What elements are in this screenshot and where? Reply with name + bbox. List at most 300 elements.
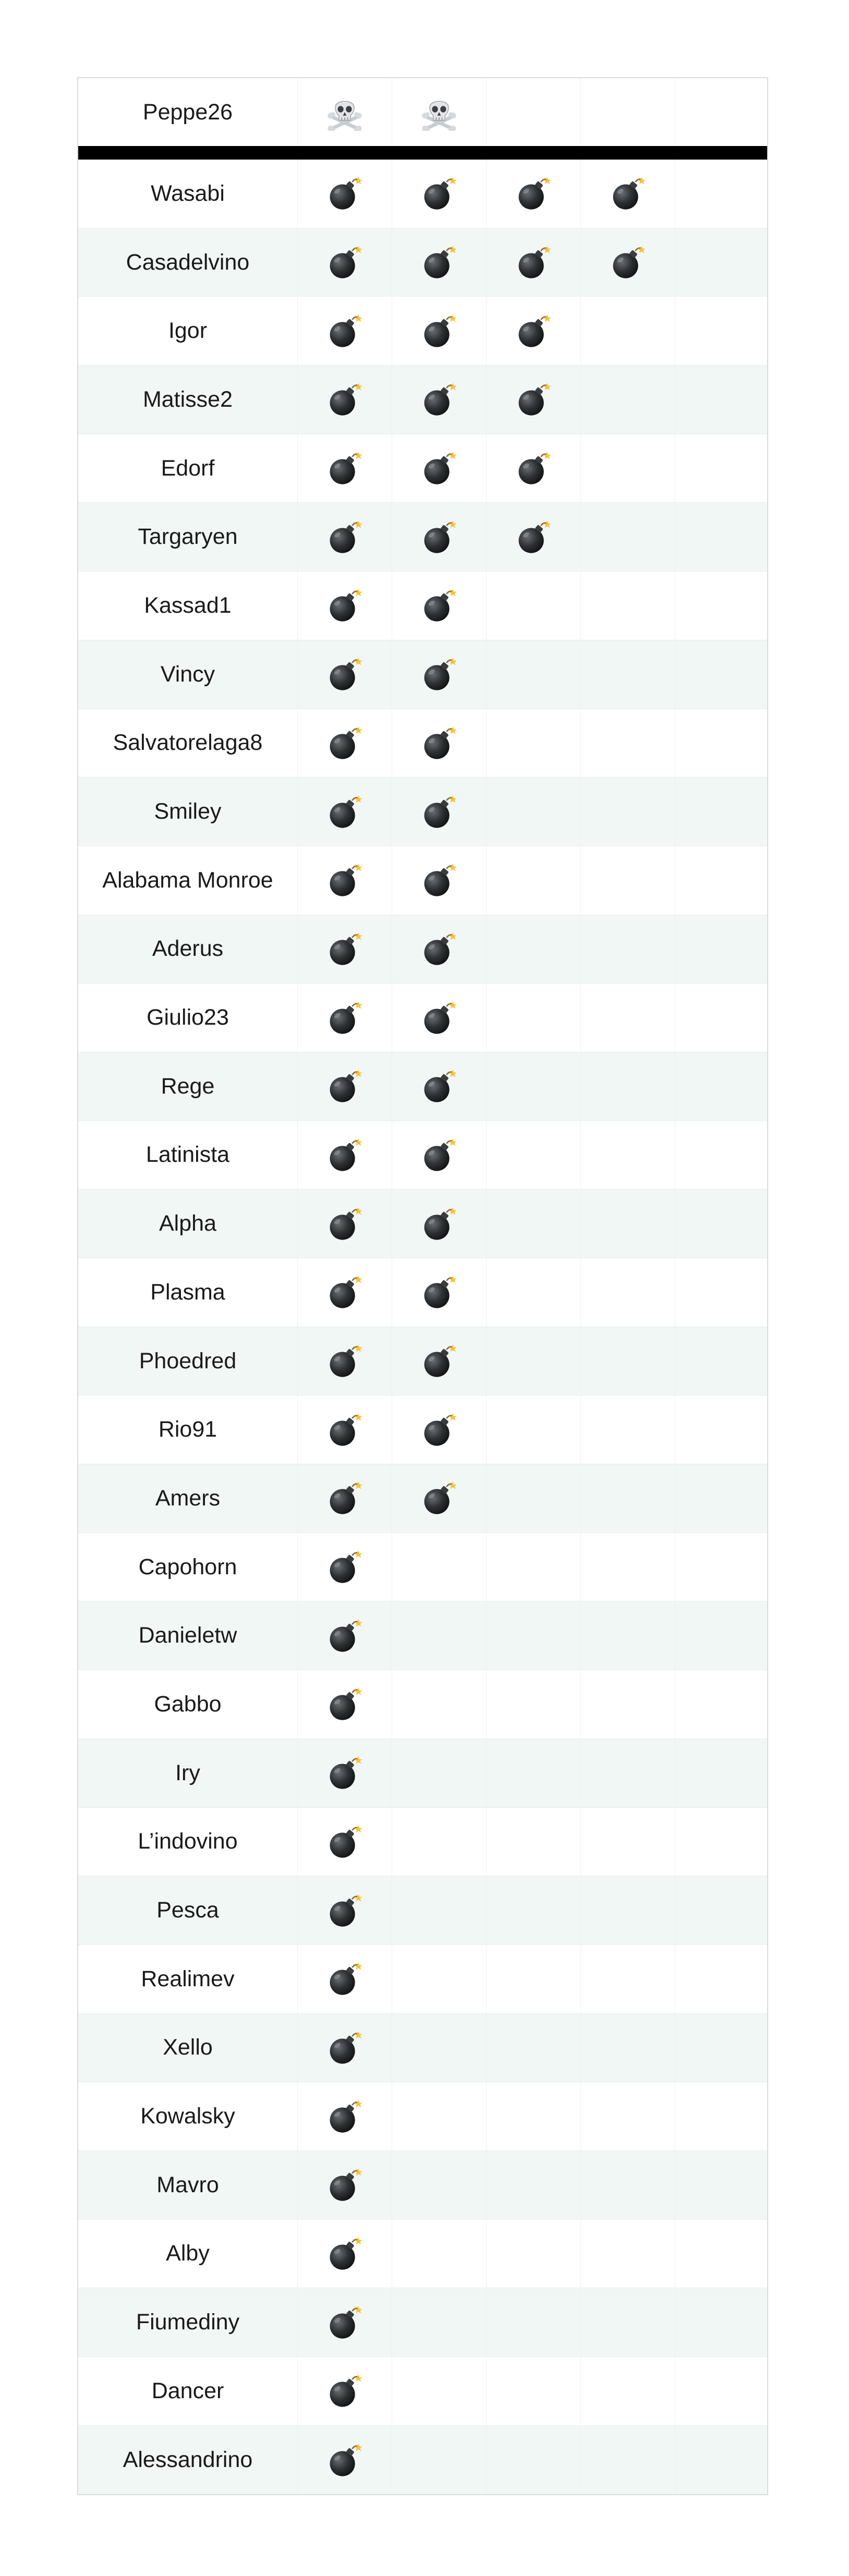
bomb-cell [581,1052,675,1121]
bomb-cell [581,777,675,846]
player-row [78,1327,767,1396]
bomb-icon [326,1755,363,1791]
bomb-cell [392,1945,487,2013]
player-name: Aderus [78,915,298,983]
bomb-cell [298,983,392,1052]
bomb-cell [392,1189,487,1258]
player-name: Mavro [78,2151,298,2219]
bomb-cell [487,2288,581,2356]
bomb-icon [421,862,457,898]
bomb-cell [581,434,675,503]
bomb-cell [675,1945,767,2013]
bomb-icon [326,1686,363,1722]
bomb-icon [326,1343,363,1379]
bomb-cell [675,777,767,846]
bomb-cell [392,1258,487,1327]
bomb-icon [421,1137,457,1173]
bomb-cell [581,846,675,915]
player-row [78,2426,767,2495]
bomb-cell [392,1395,487,1464]
bomb-icon [421,175,457,212]
bomb-cell [675,709,767,777]
player-row [78,2014,767,2083]
bomb-cell [487,1121,581,1189]
bomb-cell [581,228,675,297]
bomb-cell [675,228,767,297]
bomb-cell [298,1327,392,1395]
bomb-icon [421,450,457,487]
player-row [78,1533,767,1602]
bomb-icon [326,175,363,212]
bomb-icon [421,381,457,418]
bomb-cell [487,434,581,503]
bomb-cell [675,1258,767,1327]
bomb-cell [581,1121,675,1189]
bomb-cell [487,1189,581,1258]
bomb-cell [675,1601,767,1670]
player-name: Edorf [78,434,298,503]
player-row [78,640,767,709]
bomb-cell [487,2082,581,2150]
bomb-cell [392,709,487,777]
bomb-cell [392,983,487,1052]
bomb-cell [581,1808,675,1876]
bomb-cell [392,434,487,503]
bomb-icon [326,1274,363,1310]
player-name: Giulio23 [78,983,298,1052]
bomb-icon [326,931,363,967]
player-row [78,1121,767,1190]
bomb-cell [298,2151,392,2219]
player-name: Kassad1 [78,572,298,640]
bomb-cell [581,2014,675,2082]
bomb-cell [298,503,392,571]
bomb-cell [298,640,392,709]
player-name: Rio91 [78,1395,298,1464]
bomb-cell [392,1327,487,1395]
bomb-cell [392,1808,487,1876]
bomb-cell [487,366,581,434]
player-row [78,777,767,846]
bomb-cell [581,2288,675,2356]
player-row [78,1739,767,1808]
bomb-cell [487,2426,581,2495]
bomb-cell [392,2357,487,2425]
bomb-icon [326,1412,363,1448]
bomb-cell [487,915,581,983]
bomb-cell [675,1121,767,1189]
player-name: Capohorn [78,1533,298,1601]
bomb-cell [675,1189,767,1258]
bomb-cell [392,2151,487,2219]
player-row [78,366,767,434]
header-cell-1 [298,78,392,146]
bomb-icon [421,725,457,761]
player-name: Xello [78,2014,298,2082]
bomb-icon [326,2030,363,2066]
bomb-cell [581,2082,675,2150]
bomb-cell [392,228,487,297]
header-cell-5 [675,78,767,146]
header-player-name: Peppe26 [78,78,298,146]
bomb-icon [326,1000,363,1036]
bomb-cell [675,983,767,1052]
bomb-cell [392,777,487,846]
bomb-cell [298,2014,392,2082]
bomb-icon [326,1618,363,1654]
bomb-cell [487,1670,581,1739]
bomb-cell [392,2082,487,2150]
bomb-cell [675,1739,767,1807]
bomb-cell [581,1533,675,1601]
bomb-icon [326,2235,363,2272]
bomb-icon [421,1000,457,1036]
bomb-cell [675,2288,767,2356]
player-name: Alessandrino [78,2426,298,2495]
player-row [78,2082,767,2151]
player-row [78,1052,767,1121]
bomb-icon [326,1480,363,1516]
bomb-cell [675,1395,767,1464]
bomb-cell [487,1945,581,2013]
header-cell-4 [581,78,675,146]
bomb-cell [392,846,487,915]
player-name: Targaryen [78,503,298,571]
bomb-cell [581,1395,675,1464]
bomb-cell [487,2220,581,2288]
bomb-cell [298,915,392,983]
bomb-icon [326,2167,363,2203]
player-name: Fiumediny [78,2288,298,2356]
bomb-cell [392,1121,487,1189]
player-name: Rege [78,1052,298,1121]
player-row [78,503,767,572]
bomb-cell [392,640,487,709]
bomb-cell [487,297,581,365]
bomb-icon [421,313,457,349]
header-cell-3 [487,78,581,146]
bomb-cell [298,709,392,777]
skull-crossbones-icon [326,93,363,131]
bomb-cell [298,1395,392,1464]
bomb-cell [487,1808,581,1876]
bomb-icon [421,244,457,281]
bomb-cell [392,297,487,365]
header-cell-2 [392,78,487,146]
player-name: Vincy [78,640,298,709]
bomb-cell [298,1601,392,1670]
bomb-cell [675,1327,767,1395]
player-name: Iry [78,1739,298,1807]
bomb-cell [487,1601,581,1670]
bomb-cell [675,160,767,228]
bomb-cell [392,503,487,571]
player-row [78,1876,767,1945]
bomb-cell [675,434,767,503]
bomb-cell [392,2288,487,2356]
bomb-icon [326,381,363,418]
bomb-cell [392,1670,487,1739]
player-name: Alpha [78,1189,298,1258]
bomb-cell [675,1876,767,1945]
player-name: Realimev [78,1945,298,2013]
player-name: Matisse2 [78,366,298,434]
bomb-cell [487,2357,581,2425]
bomb-cell [298,1189,392,1258]
bomb-cell [298,1533,392,1601]
player-row [78,2357,767,2426]
player-row [78,1258,767,1327]
bomb-icon [515,313,552,349]
bomb-cell [581,1189,675,1258]
bomb-cell [487,1052,581,1121]
bomb-cell [675,2426,767,2495]
bomb-icon [515,519,552,555]
bomb-icon [326,519,363,555]
bomb-cell [581,709,675,777]
bomb-cell [675,1670,767,1739]
player-name: Latinista [78,1121,298,1189]
player-row [78,915,767,984]
bomb-cell [675,2220,767,2288]
bomb-cell [487,1395,581,1464]
bomb-cell [581,1601,675,1670]
bomb-cell [298,2357,392,2425]
player-row [78,228,767,297]
player-name: Smiley [78,777,298,846]
player-name: Dancer [78,2357,298,2425]
bomb-icon [326,313,363,349]
bomb-cell [487,1876,581,1945]
bomb-cell [581,640,675,709]
bomb-icon [326,1961,363,1997]
player-name: Danieletw [78,1601,298,1670]
bomb-icon [326,725,363,761]
bomb-icon [421,1480,457,1516]
bomb-icon [326,1137,363,1173]
player-row [78,160,767,228]
bomb-cell [392,160,487,228]
bomb-icon [326,244,363,281]
bomb-cell [675,2082,767,2150]
bomb-cell [581,2426,675,2495]
bomb-icon [515,244,552,281]
bomb-icon [515,175,552,212]
bomb-icon [326,2304,363,2341]
bomb-icon [421,1412,457,1448]
bomb-cell [392,2014,487,2082]
bomb-cell [675,1052,767,1121]
bomb-cell [392,2426,487,2495]
player-row [78,1189,767,1258]
bomb-cell [298,777,392,846]
bomb-icon [326,794,363,830]
player-row [78,572,767,640]
bomb-cell [487,640,581,709]
player-name: Casadelvino [78,228,298,297]
player-row [78,434,767,503]
bomb-cell [298,2082,392,2150]
bomb-cell [487,228,581,297]
bomb-cell [487,1258,581,1327]
bomb-cell [675,2357,767,2425]
bomb-cell [487,503,581,571]
bomb-cell [298,846,392,915]
bomb-cell [675,1533,767,1601]
player-name: Salvatorelaga8 [78,709,298,777]
bomb-cell [298,2288,392,2356]
header-player-row [78,78,767,146]
bomb-cell [581,1739,675,1807]
bomb-icon [326,1549,363,1585]
bomb-icon [515,450,552,487]
bomb-cell [581,1258,675,1327]
bomb-cell [487,777,581,846]
bomb-cell [487,709,581,777]
bomb-cell [675,915,767,983]
player-row [78,846,767,915]
bomb-cell [392,572,487,640]
bomb-cell [581,1876,675,1945]
bomb-cell [298,1121,392,1189]
bomb-icon [326,2098,363,2135]
bomb-cell [675,1808,767,1876]
bomb-cell [392,1601,487,1670]
header-separator [78,146,767,160]
bomb-cell [298,1945,392,2013]
bomb-cell [675,640,767,709]
bomb-cell [675,503,767,571]
bomb-cell [581,2220,675,2288]
player-row [78,1945,767,2014]
bomb-cell [298,160,392,228]
bomb-cell [581,983,675,1052]
bomb-cell [392,1739,487,1807]
bomb-cell [392,366,487,434]
bomb-cell [392,1052,487,1121]
bomb-cell [675,2014,767,2082]
bomb-cell [298,1808,392,1876]
bomb-cell [675,1464,767,1533]
player-row [78,1808,767,1877]
player-row [78,1601,767,1670]
bomb-cell [487,572,581,640]
bomb-cell [487,983,581,1052]
bomb-cell [392,2220,487,2288]
bomb-cell [298,297,392,365]
bomb-icon [326,1892,363,1929]
bomb-icon [326,1824,363,1860]
bomb-cell [392,1876,487,1945]
bomb-cell [581,503,675,571]
bomb-icon [326,1206,363,1242]
player-name: Phoedred [78,1327,298,1395]
bomb-icon [326,2373,363,2409]
bomb-icon [610,175,646,212]
bomb-icon [421,1068,457,1104]
bomb-cell [581,1945,675,2013]
player-row [78,983,767,1052]
player-row [78,1464,767,1533]
bomb-icon [326,862,363,898]
bomb-cell [487,1327,581,1395]
player-name: Igor [78,297,298,365]
bomb-cell [298,572,392,640]
bomb-cell [487,160,581,228]
player-name: Amers [78,1464,298,1533]
bomb-cell [298,1258,392,1327]
bomb-cell [675,846,767,915]
bomb-cell [581,2151,675,2219]
bomb-cell [487,1533,581,1601]
player-name: Wasabi [78,160,298,228]
bomb-icon [421,794,457,830]
bomb-cell [392,915,487,983]
bomb-icon [326,1068,363,1104]
player-row [78,2288,767,2357]
bomb-cell [487,2151,581,2219]
player-name: Gabbo [78,1670,298,1739]
skull-crossbones-icon [420,93,458,131]
bomb-cell [298,366,392,434]
bomb-cell [298,1052,392,1121]
bomb-cell [675,297,767,365]
player-row [78,297,767,366]
bomb-icon [421,519,457,555]
bomb-cell [298,2426,392,2495]
bomb-cell [581,915,675,983]
bomb-cell [298,434,392,503]
bomb-cell [298,228,392,297]
bomb-cell [581,297,675,365]
bomb-icon [421,1274,457,1310]
bomb-cell [581,160,675,228]
bomb-cell [675,366,767,434]
bomb-cell [581,366,675,434]
bomb-cell [487,846,581,915]
bomb-cell [487,1739,581,1807]
bomb-cell [298,1464,392,1533]
player-row [78,2151,767,2220]
player-name: Pesca [78,1876,298,1945]
player-row [78,2220,767,2289]
bomb-cell [487,2014,581,2082]
bomb-icon [326,587,363,624]
bomb-cell [392,1464,487,1533]
bomb-icon [515,381,552,418]
bomb-icon [326,450,363,487]
bomb-cell [298,2220,392,2288]
bomb-cell [581,1670,675,1739]
player-name: Alby [78,2220,298,2288]
bomb-cell [675,2151,767,2219]
bomb-cell [298,1739,392,1807]
bomb-icon [326,656,363,692]
bomb-icon [421,587,457,624]
bomb-cell [581,1327,675,1395]
player-name: Plasma [78,1258,298,1327]
player-name: L’indovino [78,1808,298,1876]
bomb-icon [421,656,457,692]
bomb-icon [421,1206,457,1242]
bomb-cell [487,1464,581,1533]
player-name: Alabama Monroe [78,846,298,915]
player-row [78,709,767,778]
bomb-cell [298,1876,392,1945]
bomb-cell [392,1533,487,1601]
bomb-icon [610,244,646,281]
bomb-icon [421,1343,457,1379]
